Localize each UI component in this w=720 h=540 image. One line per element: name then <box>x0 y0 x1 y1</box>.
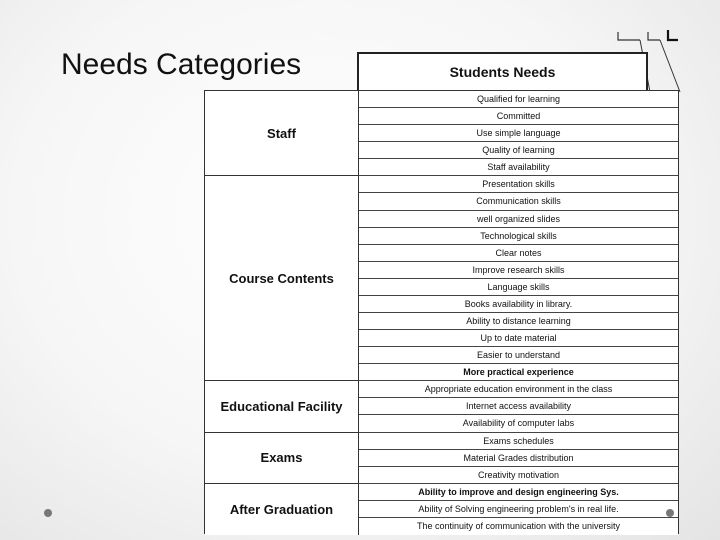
left-bullet-dot <box>44 509 52 517</box>
need-row: Improve research skills <box>359 262 678 279</box>
need-row: The continuity of communication with the university <box>359 518 678 535</box>
slide-title: Needs Categories <box>61 48 302 81</box>
right-bullet-dot <box>666 509 674 517</box>
need-row: Qualified for learning <box>359 91 678 108</box>
need-row: Creativity motivation <box>359 467 678 484</box>
category-cell: Staff <box>205 91 359 176</box>
need-row: Appropriate education environment in the class <box>359 381 678 398</box>
need-row: Availability of computer labs <box>359 415 678 432</box>
need-row: Committed <box>359 108 678 125</box>
category-cell: Course Contents <box>205 176 359 381</box>
need-row: well organized slides <box>359 211 678 228</box>
need-row: Up to date material <box>359 330 678 347</box>
need-row: Technological skills <box>359 228 678 245</box>
need-row: Ability to improve and design engineering Sys. <box>359 484 678 501</box>
need-row: Ability to distance learning <box>359 313 678 330</box>
need-row: Clear notes <box>359 245 678 262</box>
need-row: More practical experience <box>359 364 678 381</box>
need-row: Staff availability <box>359 159 678 176</box>
category-cell: Educational Facility <box>205 381 359 432</box>
need-row: Quality of learning <box>359 142 678 159</box>
need-row: Easier to understand <box>359 347 678 364</box>
students-needs-header: Students Needs <box>357 52 648 92</box>
need-row: Communication skills <box>359 193 678 210</box>
need-row: Ability of Solving engineering problem's in real life. <box>359 501 678 518</box>
need-row: Internet access availability <box>359 398 678 415</box>
need-row: Language skills <box>359 279 678 296</box>
category-cell: After Graduation <box>205 484 359 535</box>
need-row: Material Grades distribution <box>359 450 678 467</box>
need-row: Exams schedules <box>359 433 678 450</box>
need-row: Books availability in library. <box>359 296 678 313</box>
needs-table <box>204 90 679 534</box>
need-row: Use simple language <box>359 125 678 142</box>
need-row: Presentation skills <box>359 176 678 193</box>
category-cell: Exams <box>205 433 359 484</box>
